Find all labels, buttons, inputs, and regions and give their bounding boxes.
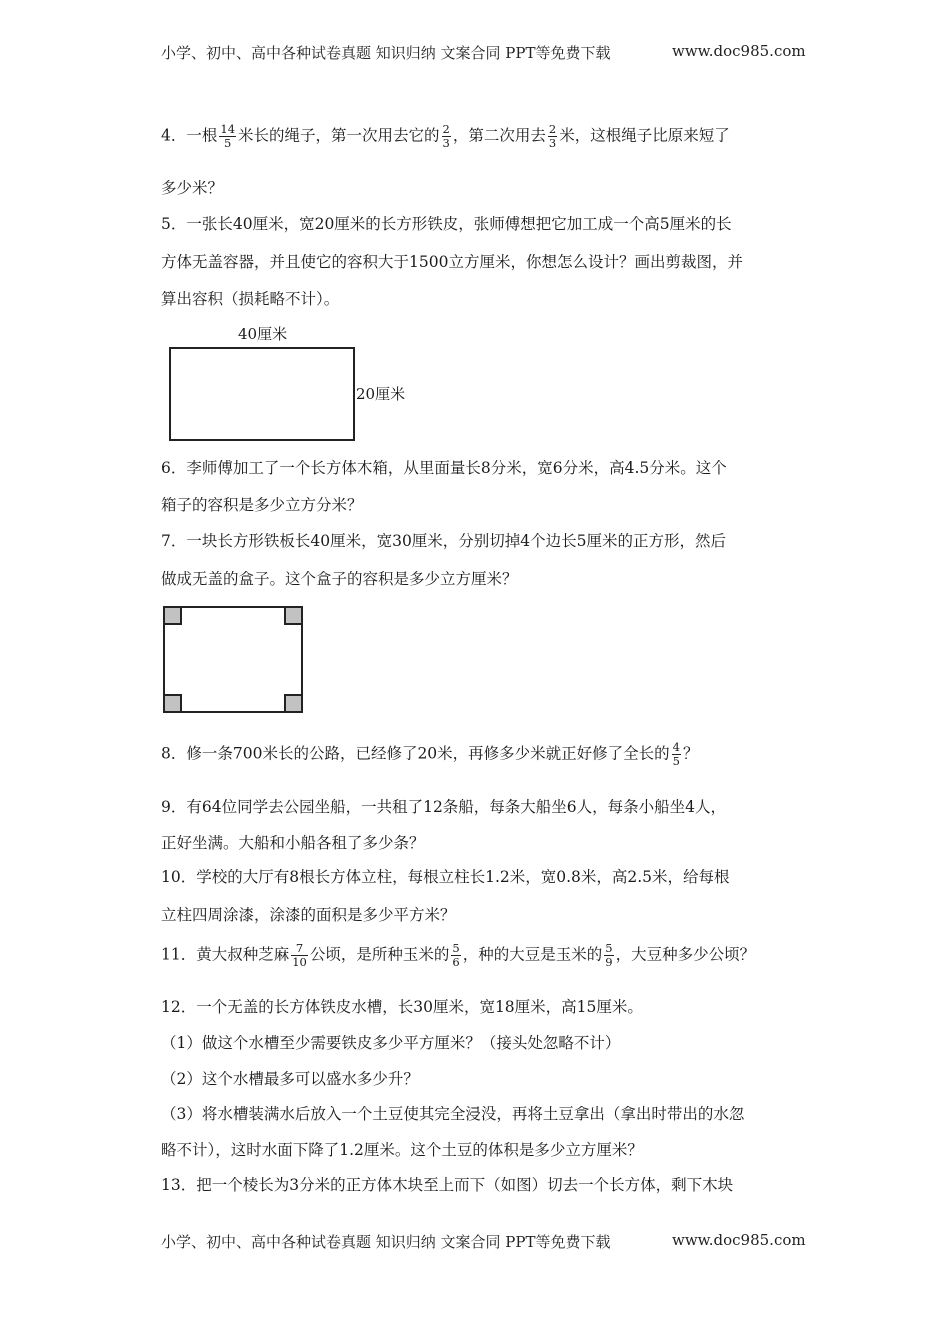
- q4-text-1: 4．一根: [161, 126, 218, 145]
- q8-text-1: 8．修一条700米长的公路，已经修了20米，再修多少米就正好修了全长的: [161, 744, 670, 763]
- question-12-line-1: 12．一个无盖的长方体铁皮水槽，长30厘米，宽18厘米，高15厘米。: [161, 998, 643, 1016]
- header-text: 小学、初中、高中各种试卷真题 知识归纳 文案合同 PPT等免费下载: [161, 44, 611, 62]
- q11-frac2-den: 6: [452, 955, 460, 969]
- question-6-line-1: 6．李师傅加工了一个长方体木箱，从里面量长8分米，宽6分米，高4.5分米。这个: [161, 459, 727, 477]
- q8-frac-den: 5: [672, 754, 680, 768]
- q8-text-2: ？: [683, 744, 699, 763]
- q4-fraction-2: [442, 123, 451, 150]
- header-site-link[interactable]: www.doc985.com: [672, 42, 806, 60]
- q7-plate-outline: [164, 607, 302, 712]
- question-10-line-1: 10．学校的大厅有8根长方体立柱，每根立柱长1.2米，宽0.8米，高2.5米，给每根: [161, 868, 730, 886]
- question-8-line-1: [161, 741, 699, 768]
- question-9-line-2: 正好坐满。大船和小船各租了多少条？: [161, 834, 425, 852]
- q7-box-net-figure: [160, 603, 308, 717]
- question-4-line-1: [161, 123, 730, 150]
- question-5-line-1: 5．一张长40厘米，宽20厘米的长方形铁皮，张师傅想把它加工成一个高5厘米的长: [161, 215, 732, 233]
- q11-fraction-1: [291, 942, 308, 969]
- q5-rectangle-figure: [169, 347, 355, 441]
- q4-frac2-num: 2: [442, 122, 450, 136]
- question-10-line-2: 立柱四周涂漆，涂漆的面积是多少平方米？: [161, 906, 456, 924]
- question-9-line-1: 9．有64位同学去公园坐船，一共租了12条船，每条大船坐6人，每条小船坐4人，: [161, 798, 727, 816]
- q11-frac3-den: 9: [605, 955, 613, 969]
- q5-figure-width-label: 20厘米: [356, 385, 406, 403]
- question-12-sub-1: （1）做这个水槽至少需要铁皮多少平方厘米？（接头处忽略不计）: [161, 1034, 621, 1052]
- q4-frac1-num: 14: [220, 122, 236, 136]
- q8-fraction: [672, 741, 681, 768]
- q11-text-4: ，大豆种多少公顷？: [615, 945, 756, 964]
- q4-frac3-den: 3: [548, 136, 557, 150]
- q4-text-4: 米，这根绳子比原来短了: [559, 126, 730, 145]
- question-11-line-1: [161, 942, 755, 969]
- question-13-line-1: 13．把一个棱长为3分米的正方体木块至上而下（如图）切去一个长方体，剩下木块: [161, 1176, 734, 1194]
- question-12-sub-3-line-1: （3）将水槽装满水后放入一个土豆使其完全浸没，再将土豆拿出（拿出时带出的水忽: [161, 1105, 745, 1123]
- q11-frac3-num: 5: [605, 941, 613, 955]
- q11-text-3: ，种的大豆是玉米的: [462, 945, 603, 964]
- q11-frac2-num: 5: [452, 941, 460, 955]
- q11-fraction-3: [604, 942, 613, 969]
- q11-text-1: 11．黄大叔种芝麻: [161, 945, 290, 964]
- q7-corner-square-top-right: [285, 607, 302, 624]
- question-5-line-2: 方体无盖容器，并且使它的容积大于1500立方厘米，你想怎么设计？画出剪裁图，并: [161, 253, 743, 271]
- q8-frac-num: 4: [672, 740, 680, 754]
- q4-fraction-1: [219, 123, 236, 150]
- question-7-line-1: 7．一块长方形铁板长40厘米，宽30厘米，分别切掉4个边长5厘米的正方形，然后: [161, 532, 727, 550]
- q4-frac2-den: 3: [442, 136, 450, 150]
- q4-fraction-3: [548, 123, 557, 150]
- question-12-sub-3-line-2: 略不计），这时水面下降了1.2厘米。这个土豆的体积是多少立方厘米？: [161, 1141, 643, 1159]
- q5-figure-length-label: 40厘米: [238, 325, 288, 343]
- q11-frac1-den: 10: [292, 955, 307, 969]
- question-4-line-2: 多少米？: [161, 179, 224, 197]
- question-12-sub-2: （2）这个水槽最多可以盛水多少升？: [161, 1070, 419, 1088]
- question-7-line-2: 做成无盖的盒子。这个盒子的容积是多少立方厘米？: [161, 570, 518, 588]
- q11-frac1-num: 7: [295, 941, 304, 955]
- q7-corner-square-top-left: [164, 607, 181, 624]
- q4-frac3-num: 2: [548, 122, 557, 136]
- q4-frac1-den: 5: [219, 136, 236, 150]
- q7-corner-square-bottom-right: [285, 695, 302, 712]
- q4-text-3: ，第二次用去: [452, 126, 546, 145]
- q7-corner-square-bottom-left: [164, 695, 181, 712]
- q4-text-2: 米长的绳子，第一次用去它的: [238, 126, 440, 145]
- question-5-line-3: 算出容积（损耗略不计）。: [161, 290, 340, 308]
- q11-fraction-2: [451, 942, 460, 969]
- footer-site-link[interactable]: www.doc985.com: [672, 1231, 806, 1249]
- q11-text-2: 公顷，是所种玉米的: [309, 945, 450, 964]
- footer-text: 小学、初中、高中各种试卷真题 知识归纳 文案合同 PPT等免费下载: [161, 1233, 611, 1251]
- question-6-line-2: 箱子的容积是多少立方分米？: [161, 496, 363, 514]
